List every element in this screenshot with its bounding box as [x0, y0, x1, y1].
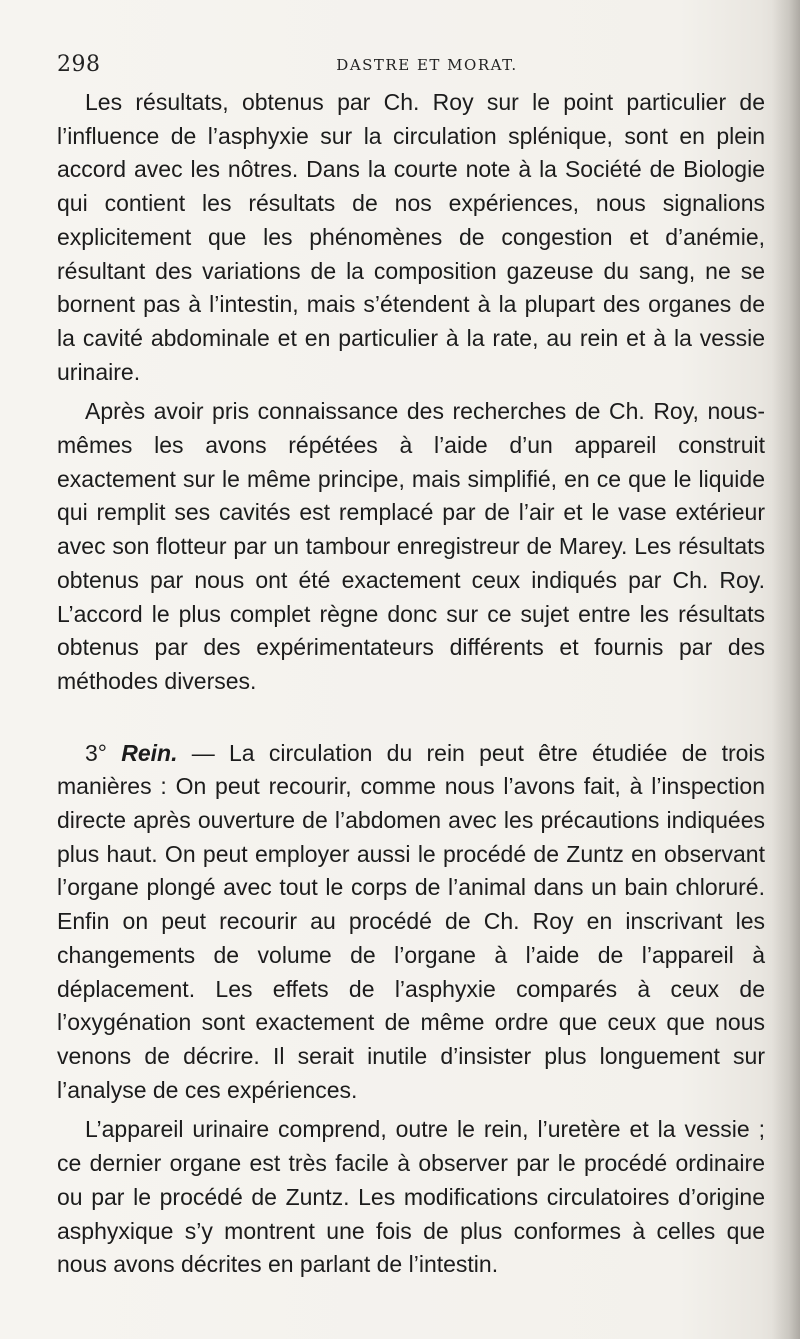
section-title: Rein.	[121, 739, 178, 766]
section-number: 3°	[85, 739, 107, 766]
body-text	[57, 86, 765, 1282]
paragraph-roy-apparatus: Après avoir pris connaissance des recherches de Ch. Roy, nous-mêmes les avons répétées à l’aide d’un appareil construit exactement sur le même principe, mais simplifié, en ce que le liquide qui remplit ses cavités est remplacé par de l’air et le vase extérieur avec son flotteur par un tambour enregistreur de Marey. Les résultats obtenus par nous ont été exactement ceux indiqués par Ch. Roy. L’accord le plus complet règne donc sur ce sujet entre les résultats obtenus par des expérimentateurs différents et fournis par des méthodes diverses.	[57, 398, 765, 694]
running-head: DASTRE ET MORAT.	[336, 56, 518, 74]
paragraph-kidney	[57, 737, 765, 1108]
paragraph-spleen-results: Les résultats, obtenus par Ch. Roy sur le point particulier de l’influence de l’asphyxie sur la circulation splénique, sont en plein accord avec les nôtres. Dans la courte note à la Société de Biologie qui contient les résultats de nos expériences, nous signalions explicitement que les phénomènes de congestion et d’anémie, résultant des variations de la composition gazeuse du sang, ne se bornent pas à l’intestin, mais s’étendent à la plupart des organes de la cavité abdominale et en particulier à la rate, au rein et à la vessie urinaire.	[57, 89, 765, 385]
page-edge-shadow	[772, 0, 800, 1339]
paragraph-kidney-text: — La circulation du rein peut être étudiée de trois manières : On peut recourir, comme nous l’avons fait, à l’inspection directe après ouverture de l’abdomen avec les précautions indiquées plus haut. On peut employer aussi le procédé de Zuntz en observant l’organe plongé avec tout le corps de l’animal dans un bain chloruré. Enfin on peut recourir au procédé de Ch. Roy en inscrivant les changements de volume de l’organe à l’aide de l’appareil à déplacement. Les effets de l’asphyxie comparés à ceux de l’oxygénation sont exactement de même ordre que ceux que nous venons de décrire. Il serait inutile d’insister plus longuement sur l’analyse de ces expériences.	[57, 739, 766, 1103]
paragraph-urinary-apparatus: L’appareil urinaire comprend, outre le rein, l’uretère et la vessie ; ce dernier organe est très facile à observer par le procédé ordinaire ou par le procédé de Zuntz. Les modifications circulatoires d’origine asphyxique s’y montrent une fois de plus conformes à celles que nous avons décrites en parlant de l’intestin.	[57, 1116, 765, 1278]
page-number: 298	[57, 52, 101, 77]
page-header	[57, 52, 757, 82]
